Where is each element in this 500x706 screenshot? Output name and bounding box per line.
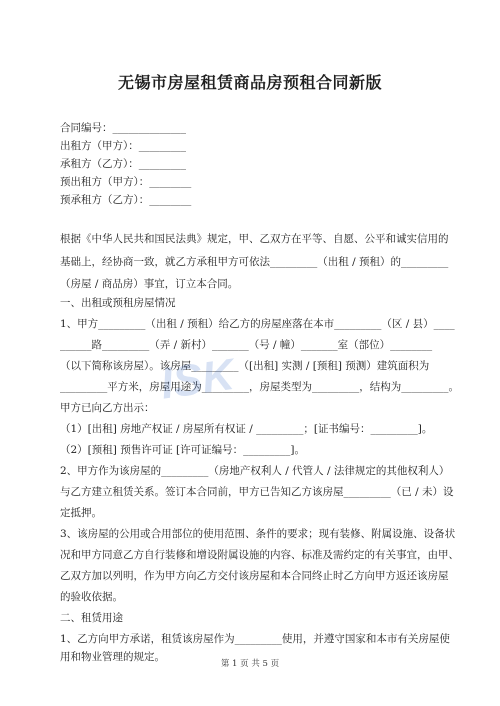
body-line: 基础上，经协商一致，就乙方承租甲方可依法_________（出租 / 预租）的_________ xyxy=(60,256,449,268)
watermark-text: ISK xyxy=(157,349,238,409)
body-line: 甲方已向乙方出示： xyxy=(60,402,155,414)
body-line: _________平方米，房屋用途为_________，房屋类型为_________，结构为_________。 xyxy=(60,381,459,393)
body-line: （房屋 / 商品房）事宜，订立本合同。 xyxy=(60,278,239,290)
body-line: 用和物业管理的规定。 xyxy=(60,651,165,663)
body-line: ______路_________（弄 / 新村）_______（号 / 幢）_______室（部位）________ xyxy=(60,339,433,351)
pre-lessee-line: 预承租方（乙方）：________ xyxy=(60,194,192,206)
body-line: 1、甲方_________（出租 / 预租）给乙方的房屋座落在本市_________（区 / 县）____ xyxy=(60,318,455,330)
body-line: （以下简称该房屋）。该房屋_________（[出租] 实测 / [预租] 预测）建筑面积为 xyxy=(60,360,430,372)
body-line: （2）[预租] 预售许可证 [许可证编号：_________]。 xyxy=(60,444,305,456)
body-line: 根据《中华人民共和国民法典》规定，甲、乙双方在平等、自愿、公平和诚实信用的 xyxy=(60,233,449,245)
body-line: 的验收依据。 xyxy=(60,591,123,603)
pre-lessor-line: 预出租方（甲方）：________ xyxy=(60,176,192,188)
page-footer: 第 1 页 共 5 页 xyxy=(220,659,280,669)
document-title: 无锡市房屋租赁商品房预租合同新版 xyxy=(117,73,382,92)
body-line: 1、乙方向甲方承诺，租赁该房屋作为_________使用，并遵守国家和本市有关房屋使 xyxy=(60,633,450,645)
body-line: （1）[出租] 房地产权证 / 房屋所有权证 / _________；[证书编号：_________]。 xyxy=(60,423,433,435)
body-line: 定抵押。 xyxy=(60,507,102,519)
section-heading: 二、租赁用途 xyxy=(60,612,123,624)
body-line: 3、该房屋的公用或合用部位的使用范围、条件的要求；现有装修、附属设施、设备状 xyxy=(60,528,456,540)
body-line: 况和甲方同意乙方自行装修和增设附属设施的内容、标准及需约定的有关事宜，由甲、 xyxy=(60,549,459,561)
body-line: 2、甲方作为该房屋的_________（房地产权利人 / 代管人 / 法律规定的其他权利人） xyxy=(60,465,450,477)
contract-number-line: 合同编号：______________ xyxy=(60,122,186,134)
lessee-line: 承租方（乙方）：_________ xyxy=(60,158,186,170)
section-heading: 一、出租或预租房屋情况 xyxy=(60,297,176,309)
body-line: 乙双方加以列明，作为甲方向乙方交付该房屋和本合同终止时乙方向甲方返还该房屋 xyxy=(60,570,449,582)
lessor-line: 出租方（甲方）：_________ xyxy=(60,140,186,152)
body-line: 与乙方建立租赁关系。签订本合同前，甲方已告知乙方该房屋_________（已 / 未）设 xyxy=(60,486,454,498)
